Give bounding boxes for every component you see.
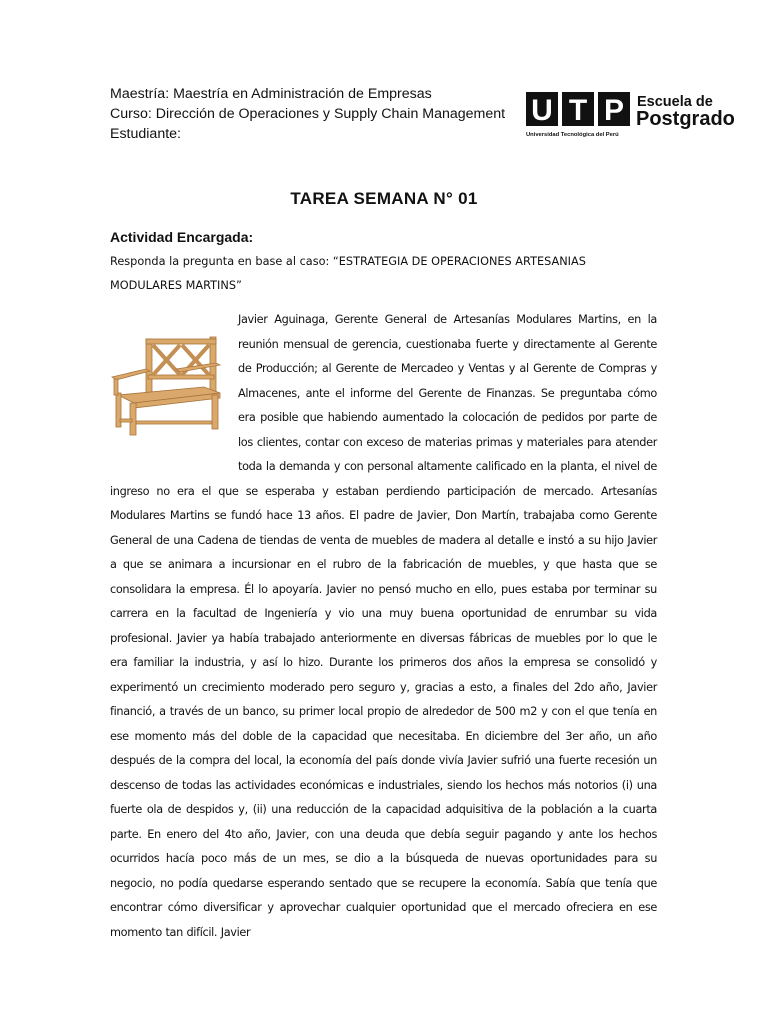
instruction-line-2: MODULARES MARTINS” xyxy=(110,279,242,292)
activity-heading: Actividad Encargada: xyxy=(110,229,254,245)
student-line: Estudiante: xyxy=(110,126,181,142)
logo-school-line1: Escuela de xyxy=(637,94,713,110)
page-title: TAREA SEMANA N° 01 xyxy=(290,189,478,208)
instruction-line-1: Responda la pregunta en base al caso: “ESTRATEGIA DE OPERACIONES ARTESANIAS xyxy=(110,255,586,268)
masters-line: Maestría: Maestría en Administración de Empresas xyxy=(110,86,432,102)
logo-letter-t: T xyxy=(568,94,588,127)
utp-logo xyxy=(526,92,736,140)
course-line: Curso: Dirección de Operaciones y Supply Chain Management xyxy=(110,106,506,122)
logo-university: Universidad Tecnológica del Perú xyxy=(526,132,619,138)
case-body xyxy=(110,308,657,945)
logo-school-line2: Postgrado xyxy=(636,108,735,130)
logo-letter-u: U xyxy=(531,94,553,127)
activity-instruction xyxy=(110,250,630,298)
logo-letter-p: P xyxy=(603,94,625,127)
case-paragraph: Javier Aguinaga, Gerente General de Artesanías Modulares Martins, en la reunión mensual de gerencia, cuestionaba fuerte y directamente al Gerente de Producción; al Gerente de Mercadeo y Ventas y al Gerente de Compras y Almacenes, ante el informe del Gerente de Finanzas. Se preguntaba cómo era posible que habiendo aumentado la colocación de pedidos por parte de los clientes, contar con exceso de materias primas y materiales para atender toda la demanda y con personal altamente calificado en la planta, el nivel de ingreso no era el que se esperaba y estaban perdiendo participación de mercado. Artesanías Modulares Martins se fundó hace 13 años. El padre de Javier, Don Martín, trabajaba como Gerente General de una Cadena de tiendas de venta de muebles de madera al detalle e instó a su hijo Javier a que se animara a incursionar en el rubro de la fabricación de muebles, y que hasta que se consolidara la empresa. Él lo apoyaría. Javier no pensó mucho en ello, pues estaba por terminar su carrera en la facultad de Ingeniería y vio una muy buena oportunidad de enrumbar su vida profesional. Javier ya había trabajado anteriormente en diversas fábricas de muebles por lo que le era familiar la industria, y así lo hizo. Durante los primeros dos años la empresa se consolidó y experimentó un crecimiento moderado pero seguro y, gracias a esto, a finales del 2do año, Javier financió, a través de un banco, su primer local propio de alrededor de 500 m2 y con el que tenía en ese momento más del doble de la capacidad que necesitaba. En diciembre del 3er año, un año después de la compra del local, la economía del país donde vivía Javier sufrió una fuerte recesión un descenso de todas las actividades económicas e industriales, siendo los hechos más notorios (i) una fuerte ola de despidos y, (ii) una reducción de la capacidad adquisitiva de la población a la cuarta parte. En enero del 4to año, Javier, con una deuda que debía seguir pagando y ante los hechos ocurridos hacía poco más de un mes, se dio a la búsqueda de nuevas oportunidades para su negocio, no podía quedarse esperando sentado que se recupere la economía. Sabía que tenía que encontrar cómo diversificar y aprovechar cualquier oportunidad que el mercado ofreciera en ese momento tan difícil. Javier xyxy=(110,313,657,939)
document-header xyxy=(110,84,505,144)
image-spacer xyxy=(110,308,238,458)
